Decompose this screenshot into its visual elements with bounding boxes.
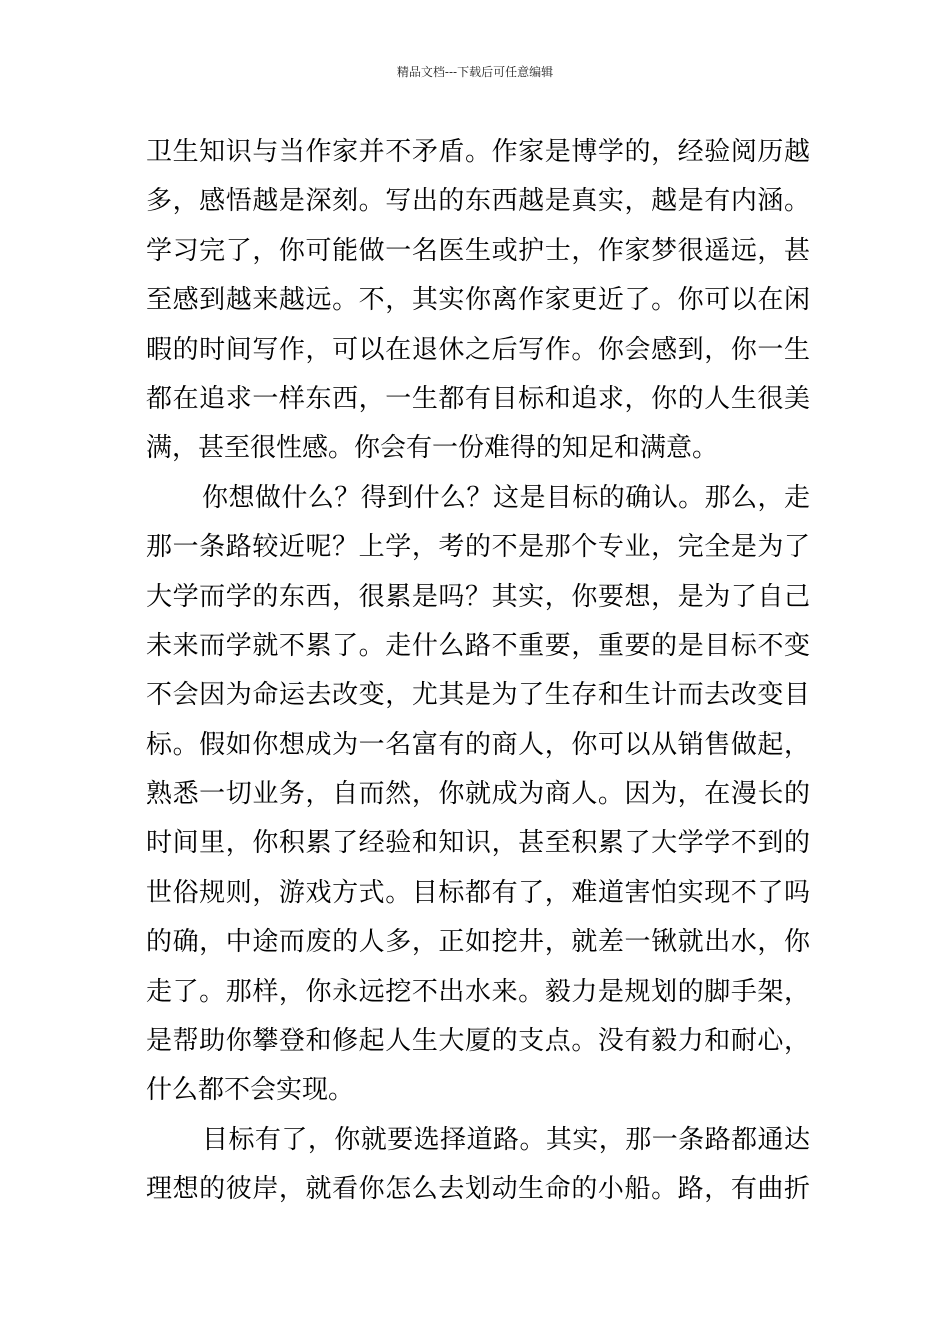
text-line: 是帮助你攀登和修起人生大厦的支点。没有毅力和耐心， <box>146 1026 810 1057</box>
text-line: 学习完了，你可能做一名医生或护士，作家梦很遥远，甚 <box>146 235 810 266</box>
text-line: 世俗规则，游戏方式。目标都有了，难道害怕实现不了吗 <box>146 877 810 908</box>
paragraph-3 <box>146 1116 810 1215</box>
text-line: 多，感悟越是深刻。写出的东西越是真实，越是有内涵。 <box>146 186 810 217</box>
paragraph-1 <box>146 128 810 474</box>
text-line: 时间里，你积累了经验和知识，甚至积累了大学学不到的 <box>146 828 810 859</box>
text-line: 至感到越来越远。不，其实你离作家更近了。你可以在闲 <box>146 285 810 316</box>
text-line: 什么都不会实现。 <box>146 1075 355 1106</box>
text-line: 不会因为命运去改变，尤其是为了生存和生计而去改变目 <box>146 680 810 711</box>
text-line: 满，甚至很性感。你会有一份难得的知足和满意。 <box>146 433 719 464</box>
text-line: 目标有了，你就要选择道路。其实，那一条路都通达 <box>202 1124 810 1155</box>
paragraph-2 <box>146 474 810 1116</box>
body-text <box>146 128 810 1215</box>
text-line: 理想的彼岸，就看你怎么去划动生命的小船。路，有曲折 <box>146 1174 810 1205</box>
text-line: 卫生知识与当作家并不矛盾。作家是博学的，经验阅历越 <box>146 137 810 167</box>
text-line: 的确，中途而废的人多，正如挖井，就差一锹就出水，你 <box>146 927 810 958</box>
text-line: 走了。那样，你永远挖不出水来。毅力是规划的脚手架， <box>146 976 810 1007</box>
text-line: 未来而学就不累了。走什么路不重要，重要的是目标不变 <box>146 630 810 661</box>
text-line: 你想做什么？得到什么？这是目标的确认。那么，走 <box>202 482 810 513</box>
text-line: 大学而学的东西，很累是吗？其实，你要想，是为了自己 <box>146 581 810 612</box>
text-line: 都在追求一样东西，一生都有目标和追求，你的人生很美 <box>146 383 810 414</box>
text-line: 熟悉一切业务，自而然，你就成为商人。因为，在漫长的 <box>146 779 810 810</box>
text-line: 标。假如你想成为一名富有的商人，你可以从销售做起， <box>146 729 810 760</box>
text-line: 那一条路较近呢？上学，考的不是那个专业，完全是为了 <box>146 532 810 563</box>
text-line: 暇的时间写作，可以在退休之后写作。你会感到，你一生 <box>146 334 810 365</box>
page-header: 精品文档---下载后可任意编辑 <box>396 65 554 79</box>
